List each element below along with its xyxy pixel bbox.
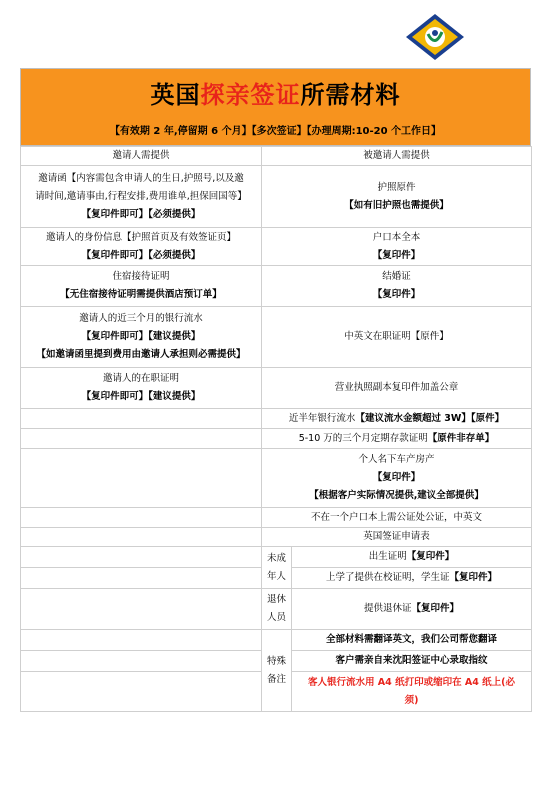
invitee-cell: 英国签证申请表 xyxy=(262,528,532,547)
cell-line: 【如有旧护照也需提供】 xyxy=(344,199,449,211)
cell-line: 【复印件即可】【必须提供】 xyxy=(81,208,201,220)
empty-cell xyxy=(21,429,262,449)
cell-line: 户口本全本 xyxy=(372,231,421,243)
invitee-cell xyxy=(262,228,532,266)
invitee-cell xyxy=(262,266,532,307)
invitee-cell xyxy=(292,547,532,568)
cell-line: 请时间,邀请事由,行程安排,费用谁单,担保回国等】 xyxy=(35,190,247,202)
warning-line: 客人银行流水用 A4 纸打印或缩印在 A4 纸上(必 xyxy=(308,676,515,688)
cell-text: 近半年银行流水 xyxy=(288,412,356,424)
cell-text-bold: 【复印件】 xyxy=(411,603,460,614)
cell-line: 邀请函【内容需包含申请人的生日,护照号,以及邀 xyxy=(38,172,244,184)
cell-text: 提供退休证 xyxy=(363,603,412,614)
minor-category-label xyxy=(262,547,292,589)
invitee-cell: 不在一个户口本上需公证处公证，中英文 xyxy=(262,508,532,528)
empty-cell xyxy=(21,589,262,630)
cell-line: 中英文在职证明【原件】 xyxy=(344,331,449,342)
cell-line: 【复印件】 xyxy=(372,289,421,300)
cell-text-bold: 【复印件】 xyxy=(406,551,455,562)
title-banner xyxy=(20,68,531,146)
invitee-cell xyxy=(262,449,532,508)
title-part-1: 英国 xyxy=(150,81,201,109)
cell-text-bold: 【复印件】 xyxy=(449,572,498,583)
table-header-row xyxy=(21,147,532,166)
empty-cell xyxy=(21,651,262,672)
table-row xyxy=(21,409,532,429)
inviter-cell xyxy=(21,368,262,409)
table-row xyxy=(21,547,532,568)
cell-text-bold: 【原件非存单】 xyxy=(427,432,495,444)
cell-line: 【复印件即可】【建议提供】 xyxy=(81,331,201,342)
invitee-cell xyxy=(262,368,532,409)
title-part-3: 所需材料 xyxy=(300,81,401,109)
invitee-cell xyxy=(262,429,532,449)
cell-text: 出生证明 xyxy=(368,551,407,562)
cell-text: 5-10 万的三个月定期存款证明 xyxy=(298,432,428,444)
cell-line: 邀请人的在职证明 xyxy=(102,373,179,384)
invitee-cell xyxy=(292,568,532,589)
cell-line: 【如邀请函里提到费用由邀请人承担则必需提供】 xyxy=(36,349,246,360)
category-label-line: 人员 xyxy=(266,612,286,623)
empty-cell xyxy=(21,630,262,651)
visa-summary: 【有效期 2 年,停留期 6 个月】【多次签证】【办理周期:10-20 个工作日】 xyxy=(109,126,442,137)
table-row xyxy=(21,449,532,508)
category-label-line: 年人 xyxy=(266,570,286,582)
inviter-cell xyxy=(21,228,262,266)
invitee-column-header: 被邀请人需提供 xyxy=(262,147,532,166)
retired-category-label xyxy=(262,589,292,630)
cell-line: 护照原件 xyxy=(377,181,416,193)
materials-table xyxy=(20,146,532,712)
category-label-line: 备注 xyxy=(266,673,286,685)
invitee-cell xyxy=(262,307,532,368)
category-label-line: 未成 xyxy=(266,552,286,564)
category-label-line: 退休 xyxy=(266,594,286,605)
cell-line: 【复印件即可】【建议提供】 xyxy=(81,391,201,402)
category-label-line: 特殊 xyxy=(266,655,286,667)
inviter-column-header: 邀请人需提供 xyxy=(21,147,262,166)
table-row xyxy=(21,228,532,266)
cell-line: 邀请人的近三个月的银行流水 xyxy=(79,313,203,324)
inviter-cell xyxy=(21,266,262,307)
cell-line: 【复印件】 xyxy=(372,249,421,261)
cell-line: 结婚证 xyxy=(382,271,411,282)
page-title xyxy=(21,75,530,110)
cell-line: 住宿接待证明 xyxy=(112,271,170,282)
empty-cell xyxy=(21,547,262,568)
table-row xyxy=(21,630,532,651)
table-row xyxy=(21,166,532,228)
table-row xyxy=(21,528,532,547)
invitee-cell xyxy=(262,409,532,429)
cell-text-bold: 【建议流水金额超过 3W】【原件】 xyxy=(355,412,505,424)
cell-line: 【无住宿接待证明需提供酒店预订单】 xyxy=(60,289,222,300)
table-row xyxy=(21,368,532,409)
table-row xyxy=(21,266,532,307)
cell-line: 邀请人的身份信息【护照首页及有效签证页】 xyxy=(45,231,236,243)
table-row xyxy=(21,429,532,449)
empty-cell xyxy=(21,672,262,712)
invitee-cell-warning xyxy=(292,672,532,712)
empty-cell xyxy=(21,528,262,547)
cell-line: 【复印件即可】【必须提供】 xyxy=(81,249,201,261)
table-row xyxy=(21,589,532,630)
table-row xyxy=(21,508,532,528)
empty-cell xyxy=(21,568,262,589)
inviter-cell xyxy=(21,166,262,228)
special-category-label xyxy=(262,630,292,712)
empty-cell xyxy=(21,508,262,528)
invitee-cell xyxy=(262,166,532,228)
cell-text: 上学了提供在校证明，学生证 xyxy=(325,572,450,583)
title-part-highlight: 探亲签证 xyxy=(200,81,301,109)
cell-line: 【复印件】 xyxy=(372,472,421,483)
cell-line: 【根据客户实际情况提供,建议全部提供】 xyxy=(309,490,484,501)
table-row xyxy=(21,307,532,368)
invitee-cell: 全部材料需翻译英文，我们公司帮您翻译 xyxy=(292,630,532,651)
cell-line: 营业执照副本复印件加盖公章 xyxy=(334,382,459,393)
warning-line: 须) xyxy=(404,694,419,706)
invitee-cell xyxy=(292,589,532,630)
company-logo xyxy=(404,12,466,62)
invitee-cell: 客户需亲自来沈阳签证中心录取指纹 xyxy=(292,651,532,672)
empty-cell xyxy=(21,409,262,429)
empty-cell xyxy=(21,449,262,508)
cell-line: 个人名下车产房产 xyxy=(358,454,435,465)
inviter-cell xyxy=(21,307,262,368)
